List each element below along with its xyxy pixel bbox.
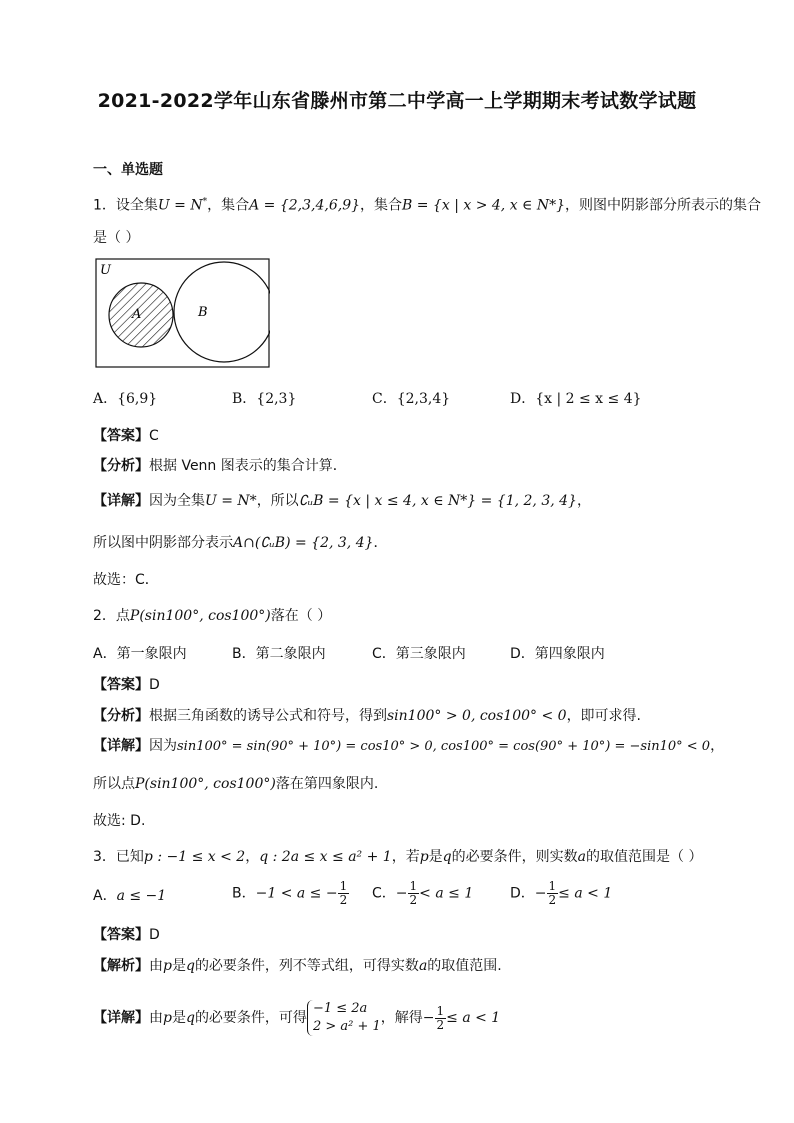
q1-detail-line2: 所以图中阴影部分表示A∩(∁ᵤB) = {2, 3, 4}．	[93, 535, 388, 551]
q1-option-a[interactable]: A．{6,9}	[93, 391, 158, 407]
q3-answer: 【答案】D	[93, 927, 160, 943]
q3-analysis: 【解析】由p是q的必要条件，列不等式组，可得实数a的取值范围.	[93, 958, 502, 974]
venn-diagram	[95, 258, 270, 370]
q2-option-c[interactable]: C．第三象限内	[372, 646, 466, 662]
q3-option-a[interactable]: A．a ≤ −1	[93, 888, 167, 904]
q2-answer: 【答案】D	[93, 677, 160, 693]
q1-analysis: 【分析】根据 Venn 图表示的集合计算．	[93, 458, 347, 474]
venn-label-b: B	[198, 305, 208, 320]
q1-option-b[interactable]: B．{2,3}	[232, 391, 297, 407]
q1-answer: 【答案】C	[93, 428, 159, 444]
q2-option-a[interactable]: A．第一象限内	[93, 646, 187, 662]
q2-detail: 【详解】因为sin100° = sin(90° + 10°) = cos10° > 0, cos100° = cos(90° + 10°) = −sin10° < 0，	[93, 738, 725, 754]
section-heading: 一、单选题	[93, 162, 163, 178]
q2-analysis: 【分析】根据三角函数的诱导公式和符号，得到sin100° > 0, cos100° < 0，即可求得.	[93, 708, 642, 724]
q3-option-c[interactable]: C．− $\frac{1}{2}$ < a ≤ 1	[372, 879, 474, 907]
q2-detail-line2: 所以点P(sin100°, cos100°)落在第四象限内.	[93, 776, 379, 792]
q2-choice: 故选: D.	[93, 813, 146, 829]
q3-option-d[interactable]: D．− $\frac{1}{2}$ ≤ a < 1	[510, 879, 613, 907]
q1-option-c[interactable]: C．{2,3,4}	[372, 391, 451, 407]
q3-stem: 3．已知p : −1 ≤ x < 2，q : 2a ≤ x ≤ a² + 1，若p是q的必要条件，则实数a的取值范围是（ ）	[93, 849, 703, 865]
q1-stem-line2: 是（ ）	[93, 230, 140, 246]
q1-detail: 【详解】因为全集U = N*，所以∁ᵤB = {x | x ≤ 4, x ∈ N*} = {1, 2, 3, 4}，	[93, 493, 591, 509]
inequality-system: −1 ≤ 2a 2 > a² + 1	[307, 1000, 381, 1036]
q2-option-d[interactable]: D．第四象限内	[510, 646, 605, 662]
q2-option-b[interactable]: B．第二象限内	[232, 646, 326, 662]
q1-choice: 故选：C．	[93, 572, 159, 588]
set-b-circle	[174, 262, 270, 362]
q3-option-b[interactable]: B．−1 < a ≤ − $\frac{1}{2}$	[232, 879, 348, 907]
q1-stem: 1．设全集U = N*，集合A = {2,3,4,6,9}，集合B = {x | x > 4, x ∈ N*}，则图中阴影部分所表示的集合	[93, 197, 762, 214]
venn-label-a: A	[132, 307, 142, 322]
page-title: 2021-2022学年山东省滕州市第二中学高一上学期期末考试数学试题	[97, 90, 697, 112]
q3-detail: 【详解】由p是q的必要条件，可得 −1 ≤ 2a 2 > a² + 1 ，解得− $\frac{1}{2}$ ≤ a < 1	[93, 1001, 501, 1034]
venn-label-u: U	[100, 263, 111, 278]
q1-option-d[interactable]: D．{x | 2 ≤ x ≤ 4}	[510, 391, 642, 407]
q2-stem: 2．点P(sin100°, cos100°)落在（ ）	[93, 608, 332, 624]
